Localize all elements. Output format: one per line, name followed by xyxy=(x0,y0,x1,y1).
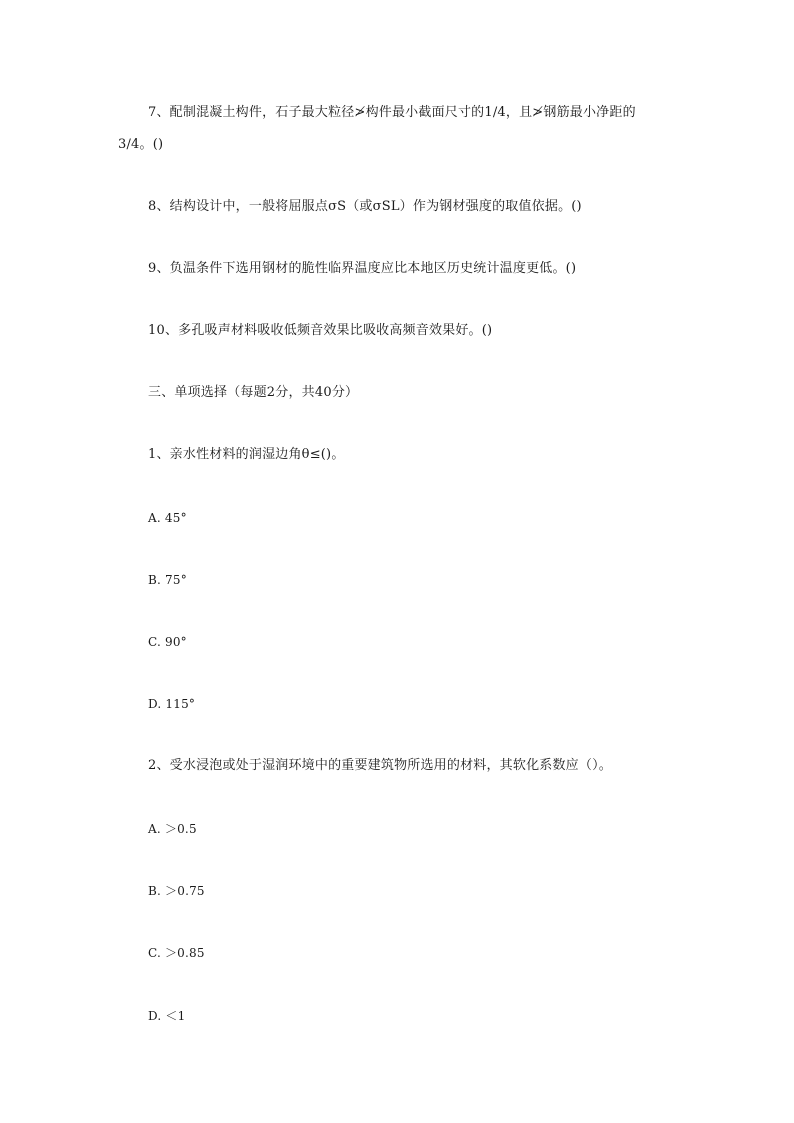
choice-question-2-option-b: B. ＞0.75 xyxy=(148,884,205,898)
question-8: 8、结构设计中，一般将屈服点σS（或σSL）作为钢材强度的取值依据。() xyxy=(148,199,582,214)
choice-question-1: 1、亲水性材料的润湿边角θ≤()。 xyxy=(148,447,345,462)
choice-question-1-option-c: C. 90° xyxy=(148,635,187,649)
choice-question-1-option-d: D. 115° xyxy=(148,697,196,711)
choice-question-2-option-c: C. ＞0.85 xyxy=(148,946,205,960)
choice-question-1-option-b: B. 75° xyxy=(148,573,187,587)
question-7-continuation: 3/4。() xyxy=(118,137,164,152)
question-9: 9、负温条件下选用钢材的脆性临界温度应比本地区历史统计温度更低。() xyxy=(148,261,577,276)
section-heading-single-choice: 三、单项选择（每题2分，共40分） xyxy=(148,385,359,400)
choice-question-2-option-a: A. ＞0.5 xyxy=(148,822,197,836)
choice-question-2-option-d: D. ＜1 xyxy=(148,1009,186,1023)
question-7: 7、配制混凝土构件，石子最大粒径≯构件最小截面尺寸的1/4，且≯钢筋最小净距的 xyxy=(148,105,636,120)
question-10: 10、多孔吸声材料吸收低频音效果比吸收高频音效果好。() xyxy=(148,323,493,338)
choice-question-1-option-a: A. 45° xyxy=(148,511,187,525)
choice-question-2: 2、受水浸泡或处于湿润环境中的重要建筑物所选用的材料，其软化系数应（）。 xyxy=(148,758,612,773)
